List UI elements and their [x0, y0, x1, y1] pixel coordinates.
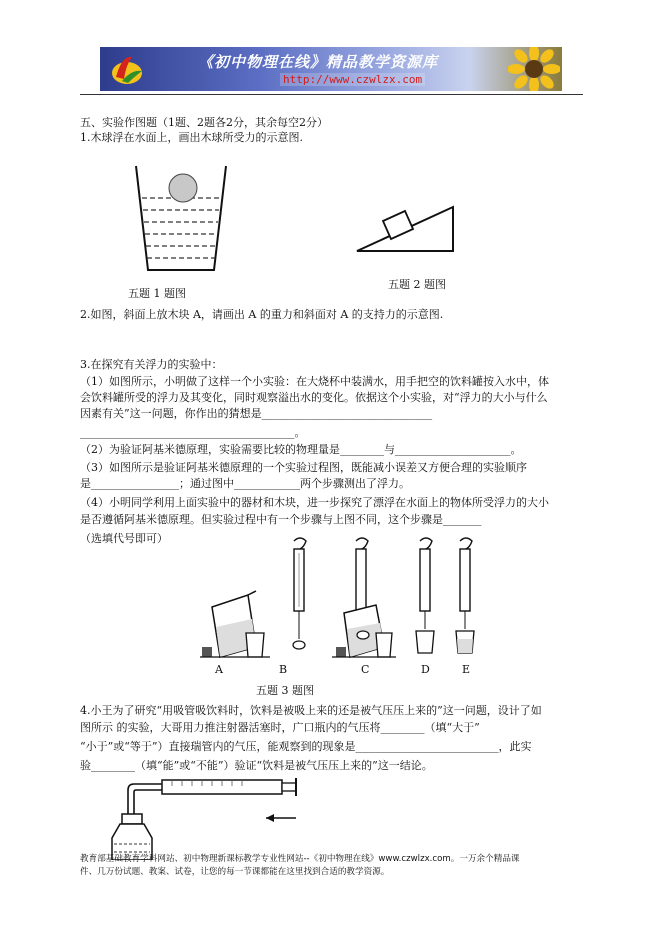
step-b-figure — [293, 538, 306, 649]
q4-line: 4.小王为了研究“用吸管吸饮料时，饮料是被吸上来的还是被气压压上来的”这一问题，设计了如 — [80, 704, 542, 717]
q2-text: 2.如图，斜面上放木块 A，请画出 A 的重力和斜面对 A 的支持力的示意图. — [80, 308, 444, 321]
q3-line: 是否遵循阿基米德原理。但实验过程中有一个步骤与上图不同，这个步骤是_______ — [80, 513, 482, 526]
q3-line: （3）如图所示是验证阿基米德原理的一个实验过程图，既能减小误差又方便合理的实验顺序 — [80, 461, 527, 474]
archimedes-experiment-figure — [198, 535, 498, 681]
q3-line: （2）为验证阿基米德原理，实验需要比较的物理量是________与_____________________。 — [80, 443, 522, 456]
header-rule — [80, 94, 583, 95]
step-label: B — [279, 663, 288, 676]
step-a-figure — [200, 591, 270, 657]
syringe-bottle-figure — [100, 778, 310, 860]
banner-url[interactable]: http://www.czwlzx.com — [280, 73, 425, 86]
beaker-ball-figure — [128, 160, 236, 275]
step-d-figure — [416, 538, 434, 653]
step-label: E — [462, 663, 471, 676]
q3-line: （1）如图所示，小明做了这样一个小实验：在大烧杯中装满水，用手把空的饮料罐按入水中，体 — [80, 375, 549, 388]
q1-text: 1.木球浮在水面上，画出木球所受力的示意图. — [80, 131, 303, 144]
footer-line-2: 件、几万份试题、教案、试卷，让您的每一节课都能在这里找到合适的教学资源。 — [80, 867, 390, 877]
q3-line: （选填代号即可） — [80, 532, 168, 545]
q3-line: 是________________；通过图中____________两个步骤测出了浮力。 — [80, 477, 410, 490]
q3-line: 会饮料罐所受的浮力及其变化，同时观察溢出水的变化。依据这个小实验，对“浮力的大小与什么 — [80, 391, 548, 404]
q4-line: “小于”或“等于”）直接瑞管内的气压，能观察到的现象是__________________________，此实 — [80, 740, 532, 753]
step-c-figure — [332, 538, 396, 657]
site-logo-icon — [108, 51, 146, 87]
q4-line: 图所示 的实验，大哥用力推注射器活塞时，广口瓶内的气压将________（填“大于” — [80, 721, 480, 734]
incline-block-figure — [355, 197, 457, 255]
q3-line: （4）小明同学利用上面实验中的器材和木块，进一步探究了漂浮在水面上的物体所受浮力的大小 — [80, 496, 549, 509]
footer-line-1: 教育部基础教育学科网站、初中物理新课标教学专业性网站--《初中物理在线》www.czwlzx.com。一万余个精品课 — [80, 854, 520, 864]
q3-line: 因素有关”这一问题，你作出的猜想是_______________________________ — [80, 407, 433, 420]
banner-title: 《初中物理在线》精品教学资源库 — [198, 53, 439, 71]
q3-line: _______________________________________。 — [80, 426, 306, 439]
sunflower-icon — [508, 47, 560, 91]
q4-line: 验________（填“能”或“不能”）验证“饮料是被气压压上来的”这一结论。 — [80, 759, 433, 772]
site-banner — [100, 47, 562, 91]
q3-title: 3.在探究有关浮力的实验中： — [80, 358, 223, 371]
figure-caption-2: 五题 2 题图 — [388, 278, 446, 291]
step-label: A — [215, 663, 223, 676]
figure-caption-3: 五题 3 题图 — [256, 684, 314, 697]
step-label: D — [421, 663, 430, 676]
step-e-figure — [456, 538, 474, 653]
figure-caption-1: 五题 1 题图 — [128, 287, 186, 300]
step-label: C — [361, 663, 370, 676]
section-heading: 五、实验作图题（1题、2题各2分，其余每空2分） — [80, 116, 328, 129]
page-footer — [80, 853, 590, 879]
